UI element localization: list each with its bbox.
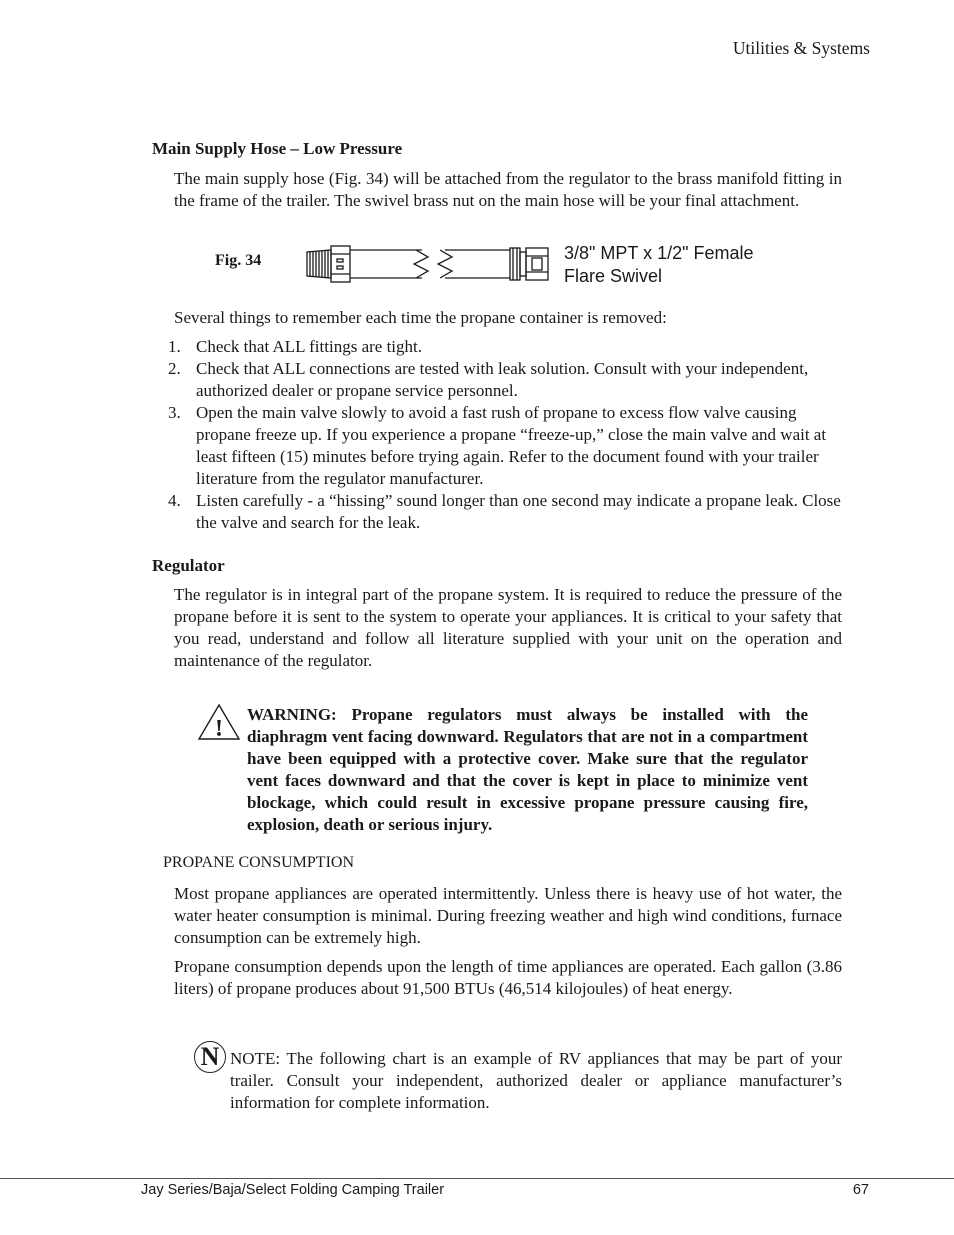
running-header: Utilities & Systems	[732, 38, 870, 58]
regulator-heading: Regulator	[152, 556, 225, 575]
consumption-heading: PROPANE CONSUMPTION	[163, 854, 355, 871]
list-item: 1. Check that ALL fittings are tight.	[168, 337, 422, 356]
regulator-paragraph: The regulator is in integral part of the propane system. It is required to reduce the pressure of the propane before it is sent to the system to operate your appliances. It is critical to your safety that you read, understand and follow all literature supplied with your unit on the operation and maintenance of the regulator.	[174, 585, 842, 670]
footer-rule	[0, 1178, 954, 1179]
figure-callout-line1: 3/8" MPT x 1/2" Female	[564, 243, 754, 263]
warning-text: WARNING: Propane regulators must always be installed with the diaphragm vent facing downward. Regulators that are not in a compartment have been equipped with a protective cover. Make sure that the regulator vent faces downward and that the cover is kept in place to minimize vent blockage, which could result in excessive propane pressure causing fire, explosion, death or serious injury.	[247, 705, 808, 834]
main-supply-heading: Main Supply Hose – Low Pressure	[152, 139, 403, 158]
reminder-intro: Several things to remember each time the propane container is removed:	[174, 308, 667, 327]
consumption-paragraph-2: Propane consumption depends upon the length of time appliances are operated. Each gallon (3.86 liters) of propane produces about 91,500 BTUs (46,514 kilojoules) of heat energy.	[174, 957, 842, 998]
list-item: 2. Check that ALL connections are tested with leak solution. Consult with your independent, authorized dealer or propane service personnel.	[168, 359, 809, 400]
figure-label: Fig. 34	[215, 252, 262, 269]
figure-callout-line2: Flare Swivel	[564, 266, 663, 286]
warning-triangle-icon	[196, 702, 242, 742]
note-icon: N	[194, 1041, 226, 1073]
list-item: 3. Open the main valve slowly to avoid a fast rush of propane to excess flow valve causing propane freeze up. If you experience a propane “freeze-up,” close the main valve and wait at least fifteen (15) minutes before trying again. Refer to the document found with your trailer literature from the regulator manufacturer.	[168, 403, 827, 488]
main-supply-paragraph: The main supply hose (Fig. 34) will be attached from the regulator to the brass manifold fitting in the frame of the trailer. The swivel brass nut on the main hose will be your final attachment.	[174, 169, 842, 210]
list-item: 4. Listen carefully - a “hissing” sound longer than one second may indicate a propane leak. Close the valve and search for the leak.	[168, 491, 841, 532]
consumption-paragraph-1: Most propane appliances are operated intermittently. Unless there is heavy use of hot water, the water heater consumption is minimal. During freezing weather and high wind conditions, furnace consumption can be extremely high.	[174, 884, 842, 947]
warning-symbol: !	[215, 716, 223, 742]
page-number: 67	[852, 1182, 869, 1198]
note-text: NOTE: The following chart is an example of RV appliances that may be part of your trailer. Consult your independent, authorized dealer or appliance manufacturer’s information for complete information.	[230, 1049, 842, 1112]
footer-title: Jay Series/Baja/Select Folding Camping Trailer	[141, 1182, 445, 1198]
reminder-list	[152, 336, 842, 534]
hose-fitting-illustration	[300, 240, 555, 285]
